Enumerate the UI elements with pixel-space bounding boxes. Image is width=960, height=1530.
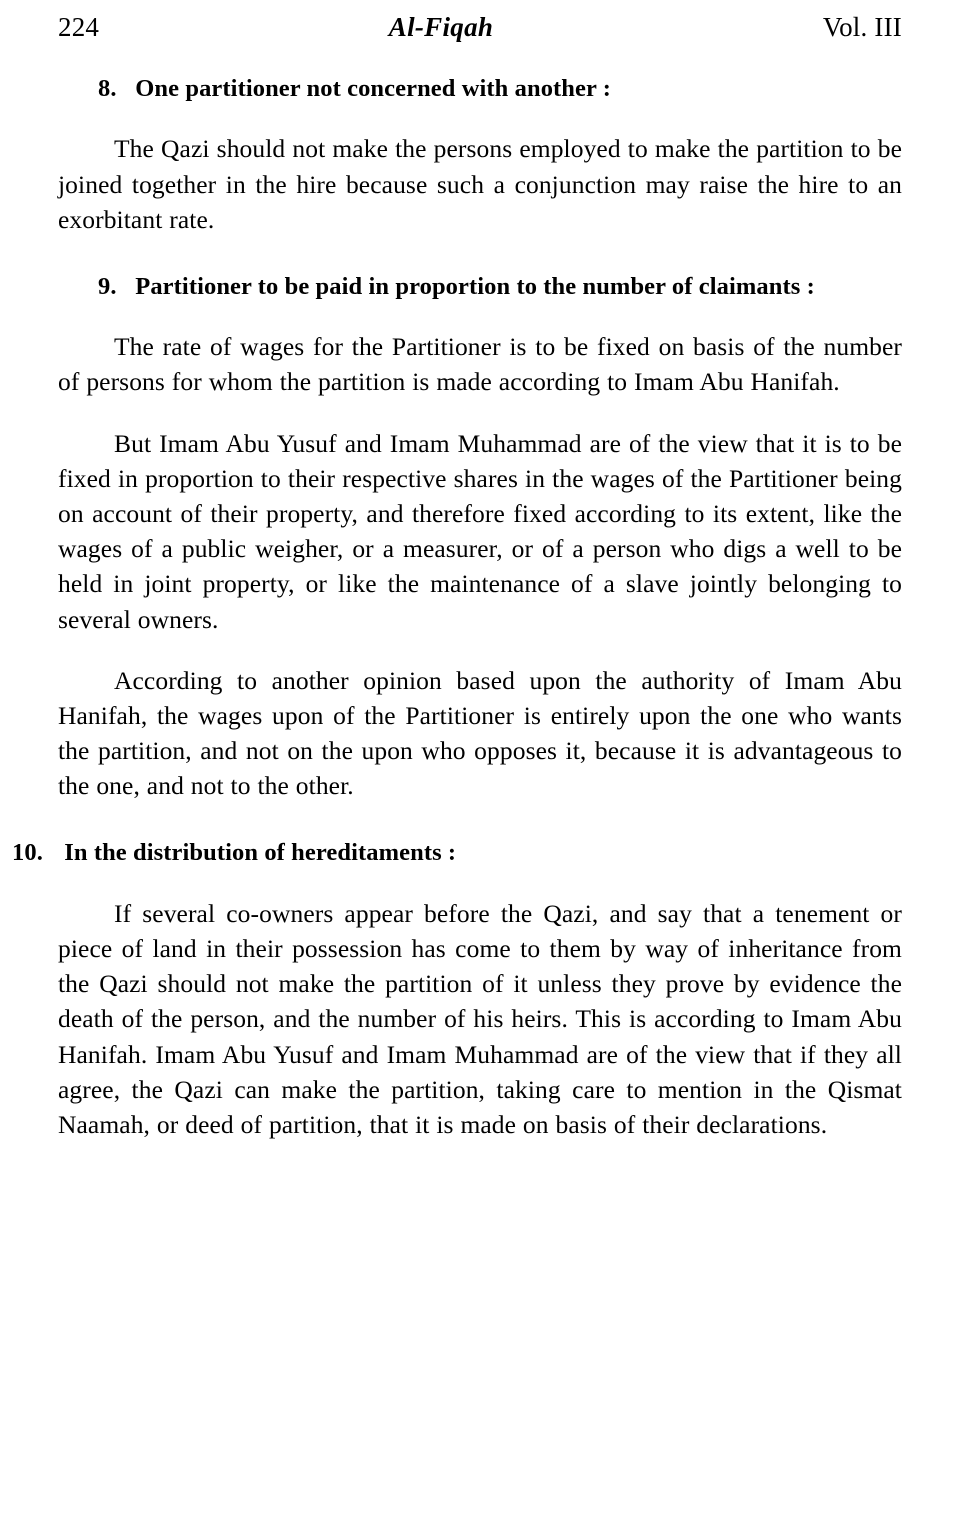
section-9 (58, 271, 902, 804)
section-8-number: 8. (98, 75, 130, 102)
page-header (58, 0, 902, 43)
page-body (12, 43, 902, 1142)
section-9-paragraph-3: According to another opinion based upon the authority of Imam Abu Hanifah, the wages upon of the Partitioner is entirely upon the one who wants the partition, and not on the upon who opposes it, because it is advantageous to the one, and not to the other. (58, 665, 902, 801)
section-8-heading-text: One partitioner not concerned with another : (135, 75, 612, 102)
section-8 (58, 73, 902, 237)
section-8-heading (58, 73, 902, 105)
section-10-heading: 10. In the distribution of hereditaments : (12, 839, 457, 867)
section-10-paragraph-1: If several co-owners appear before the Qazi, and say that a tenement or piece of land in their possession has come to them by way of inheritance from the Qazi should not make the partition of it unless they prove by evidence the death of the person, and the number of his heirs. This is according to Imam Abu Hanifah. Imam Abu Yusuf and Imam Muhammad are of the view that if they all agree, the Qazi can make the partition, taking care to mention in the Qismat Naamah, or deed of partition, that it is made on basis of their declarations. (58, 898, 902, 1139)
book-title: Al-Fiqah (388, 12, 494, 42)
page-number: 224 (58, 12, 100, 42)
section-8-paragraph-1: The Qazi should not make the persons employed to make the partition to be joined together in the hire because such a conjunction may raise the hire to an exorbitant rate. (58, 134, 902, 234)
volume-label: Vol. III (822, 12, 902, 42)
section-9-number: 9. (98, 272, 130, 300)
section-10 (12, 837, 902, 1142)
section-9-paragraph-2: But Imam Abu Yusuf and Imam Muhammad are of the view that it is to be fixed in proportion to their respective shares in the wages of the Partitioner being on account of their property, and therefore fixed according to its extent, like the wages of a public weigher, or a measurer, or of a person who digs a well to be held in joint property, or like the maintenance of a slave jointly belonging to several owners. (58, 428, 902, 634)
section-9-heading (58, 271, 902, 303)
section-10-heading-text: In the distribution of hereditaments : (64, 839, 457, 867)
section-9-paragraph-1: The rate of wages for the Partitioner is to be fixed on basis of the number of persons for whom the partition is made according to Imam Abu Hanifah. (58, 332, 902, 397)
section-9-heading-text: Partitioner to be paid in proportion to the number of claimants : (135, 272, 815, 300)
